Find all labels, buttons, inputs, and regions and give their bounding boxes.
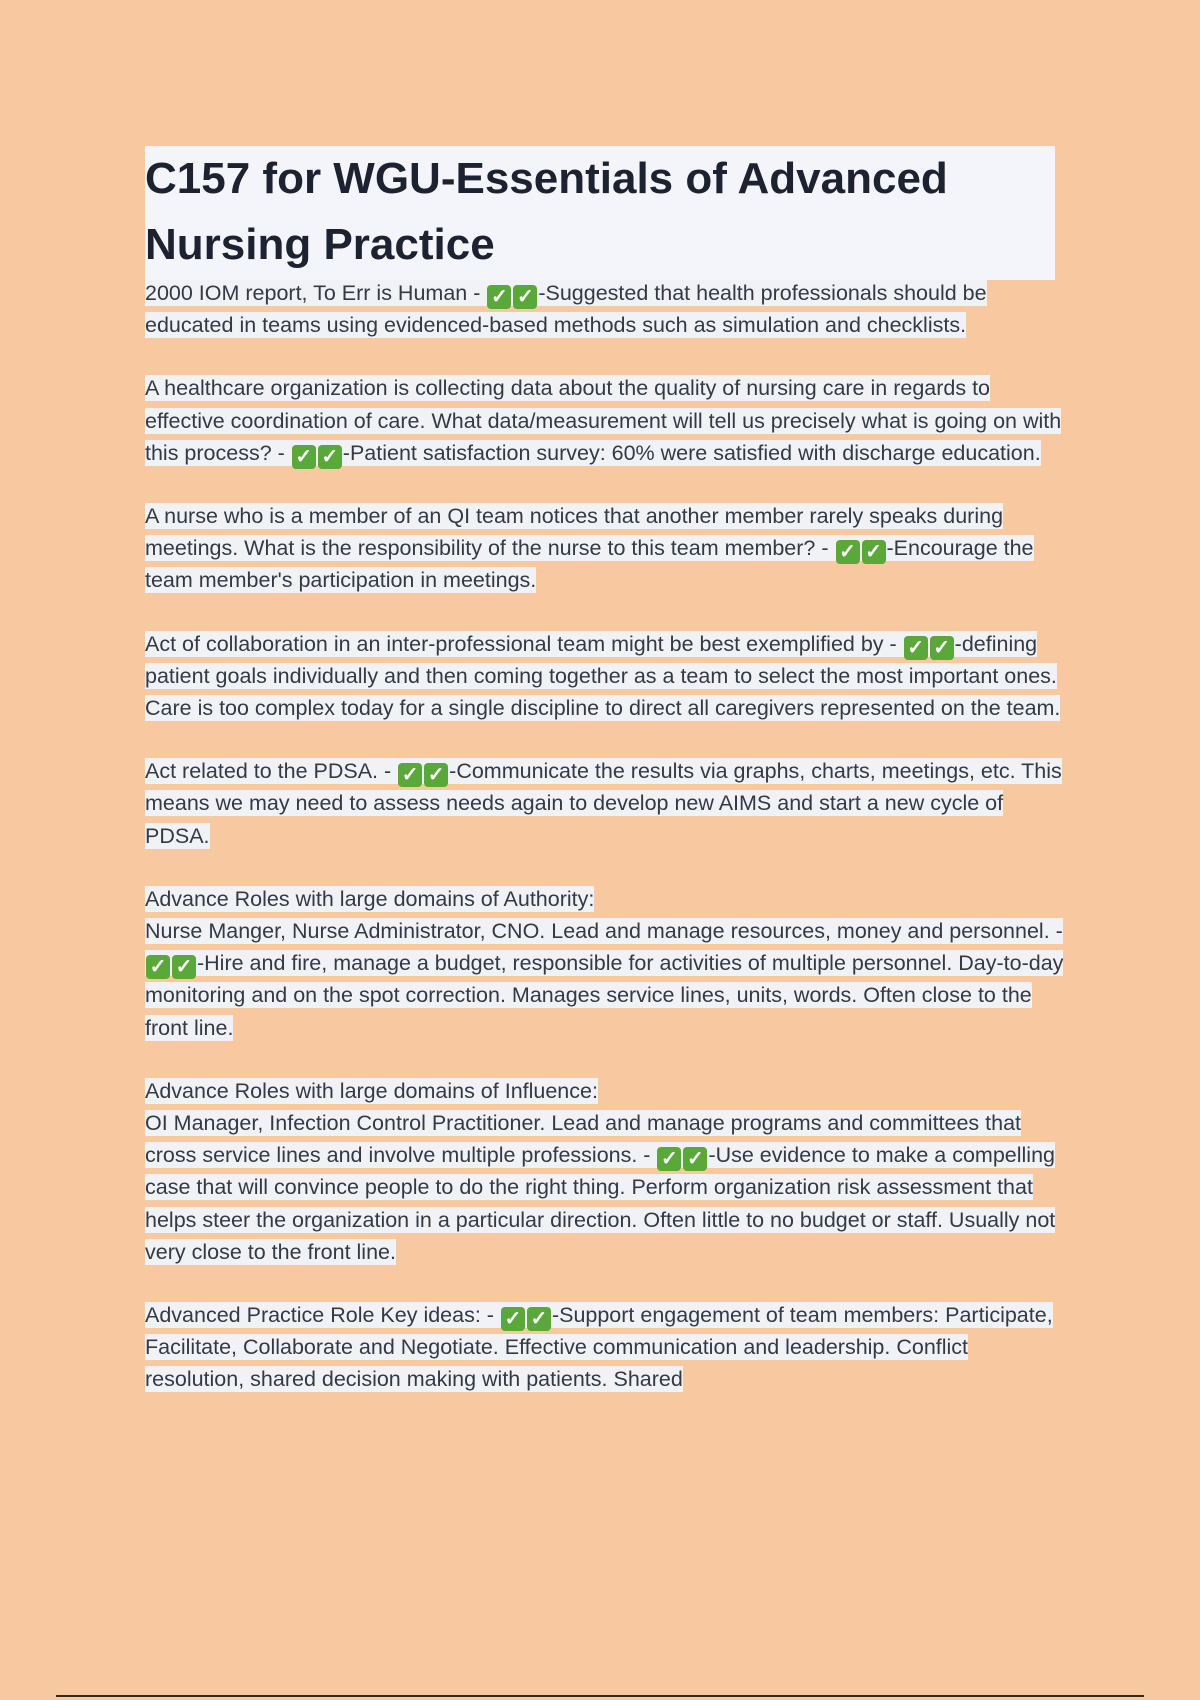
answer-text: -Use evidence to make a compelling case that will convince people to do the right thing. Perform organization risk assessment that helps steer the organization in a particular direction. Often little to no budget or staff. Usually not very close to the front line. (145, 1143, 1056, 1264)
qa-entry (145, 1075, 1065, 1268)
check-icon: ✓ (836, 540, 860, 564)
answer-text: -Encourage the team member's participation in meetings. (145, 536, 1034, 593)
question-text: Act related to the PDSA. - (145, 759, 398, 784)
check-icon: ✓ (146, 955, 170, 979)
check-icon: ✓ (657, 1147, 681, 1171)
qa-entry (145, 1299, 1065, 1396)
question-text: Advance Roles with large domains of Authority: Nurse Manger, Nurse Administrator, CNO. Lead and manage resources, money and personnel. - (145, 886, 1063, 944)
question-text: 2000 IOM report, To Err is Human - (145, 281, 487, 305)
check-icon: ✓ (930, 636, 954, 660)
question-text: Act of collaboration in an inter-professional team might be best exemplified by - (145, 631, 903, 656)
answer-text: -Support engagement of team members: Participate, Facilitate, Collaborate and Negotiate. Effective communication and leadership. Conflict resolution, shared decision making with patients. Shared (145, 1303, 1053, 1392)
answer-text: -Communicate the results via graphs, charts, meetings, etc. This means we may need to assess needs again to develop new AIMS and start a new cycle of PDSA. (145, 759, 1062, 848)
title-block (145, 146, 1055, 280)
qa-entry (145, 500, 1065, 597)
qa-entry (145, 883, 1065, 1044)
check-icon: ✓ (904, 636, 928, 660)
check-icon: ✓ (683, 1147, 707, 1171)
footer-divider (56, 1695, 1144, 1697)
check-icon: ✓ (527, 1307, 551, 1331)
check-icon: ✓ (424, 763, 448, 787)
answer-text: -Suggested that health professionals should be educated in teams using evidenced-based methods such as simulation and checklists. (145, 281, 987, 338)
check-icon: ✓ (172, 955, 196, 979)
question-text: A nurse who is a member of an QI team notices that another member rarely speaks during meetings. What is the responsibility of the nurse to this team member? - (145, 504, 1004, 561)
check-icon: ✓ (487, 285, 511, 309)
document-title: C157 for WGU-Essentials of Advanced Nursing Practice (145, 154, 948, 269)
question-text: Advance Roles with large domains of Influence: OI Manager, Infection Control Practitioner. Lead and manage programs and committees that cross service lines and involve multiple professions. - (145, 1078, 1022, 1168)
check-icon: ✓ (292, 445, 316, 469)
check-icon: ✓ (501, 1307, 525, 1331)
qa-list (145, 277, 1065, 1427)
answer-text: -Hire and fire, manage a budget, responsible for activities of multiple personnel. Day-to-day monitoring and on the spot correction. Manages service lines, units, words. Often close to the front line. (145, 951, 1064, 1040)
check-icon: ✓ (398, 763, 422, 787)
answer-text: -defining patient goals individually and then coming together as a team to select the most important ones. Care is too complex today for a single discipline to direct all caregivers represented on the team. (145, 631, 1061, 721)
check-icon: ✓ (862, 540, 886, 564)
question-text: A healthcare organization is collecting data about the quality of nursing care in regards to effective coordination of care. What data/measurement will tell us precisely what is going on with this process? - (145, 376, 1062, 465)
check-icon: ✓ (513, 285, 537, 309)
qa-entry (145, 755, 1065, 852)
answer-text: -Patient satisfaction survey: 60% were satisfied with discharge education. (342, 440, 1041, 465)
qa-entry (145, 277, 1065, 341)
qa-entry (145, 372, 1065, 469)
qa-entry (145, 628, 1065, 725)
question-text: Advanced Practice Role Key ideas: - (145, 1303, 500, 1328)
check-icon: ✓ (318, 445, 342, 469)
